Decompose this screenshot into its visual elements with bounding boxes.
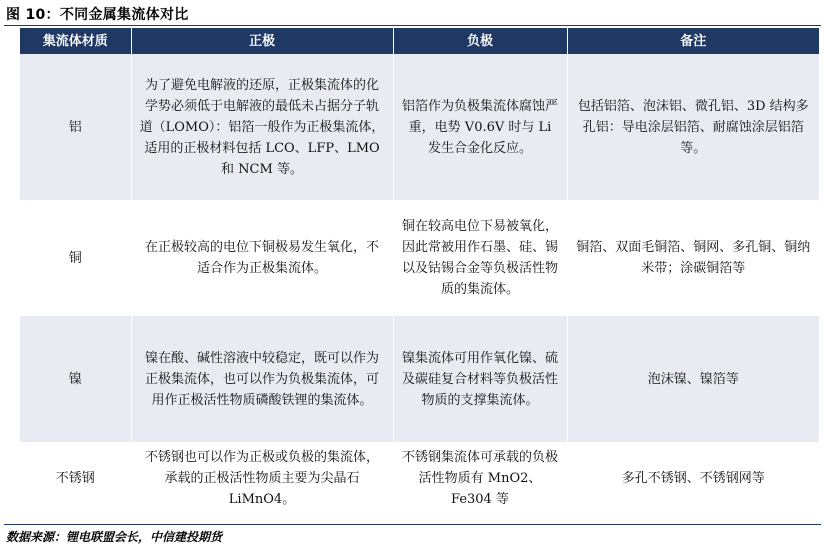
header-cathode: 正极 <box>131 28 393 54</box>
table-row <box>20 54 819 200</box>
cell-notes: 多孔不锈钢、不锈钢网等 <box>567 442 819 514</box>
figure-title: 图 10：不同金属集流体对比 <box>6 7 189 23</box>
cell-cathode: 在正极较高的电位下铜极易发生氧化，不适合作为正极集流体。 <box>131 200 393 316</box>
comparison-table <box>20 28 819 514</box>
cell-notes: 铜箔、双面毛铜箔、铜网、多孔铜、铜纳米带；涂碳铜箔等 <box>567 200 819 316</box>
cell-material: 不锈钢 <box>20 442 131 514</box>
source-note: 数据来源：锂电联盟会长，中信建投期货 <box>6 530 223 544</box>
header-anode: 负极 <box>393 28 567 54</box>
cell-anode: 不锈钢集流体可承载的负极活性物质有 MnO2、Fe304 等 <box>393 442 567 514</box>
cell-notes: 包括铝箔、泡沫铝、微孔铝、3D 结构多孔铝：导电涂层铝箔、耐腐蚀涂层铝箔等。 <box>567 54 819 200</box>
cell-cathode: 不锈钢也可以作为正极或负极的集流体，承载的正极活性物质主要为尖晶石 LiMnO4。 <box>131 442 393 514</box>
cell-notes: 泡沫镍、镍箔等 <box>567 316 819 442</box>
table-header-row <box>20 28 819 54</box>
title-divider <box>4 25 821 26</box>
cell-material: 铝 <box>20 54 131 200</box>
header-notes: 备注 <box>567 28 819 54</box>
cell-anode: 铜在较高电位下易被氧化，因此常被用作石墨、硅、锡以及钴锡合金等负极活性物质的集流体。 <box>393 200 567 316</box>
cell-cathode: 镍在酸、碱性溶液中较稳定，既可以作为正极集流体，也可以作为负极集流体，可用作正极活性物质磷酸铁锂的集流体。 <box>131 316 393 442</box>
cell-material: 铜 <box>20 200 131 316</box>
cell-material: 镍 <box>20 316 131 442</box>
cell-anode: 铝箔作为负极集流体腐蚀严重，电势 V0.6V 时与 Li 发生合金化反应。 <box>393 54 567 200</box>
table-row <box>20 442 819 514</box>
table-row <box>20 316 819 442</box>
cell-anode: 镍集流体可用作氧化镍、硫及碳硅复合材料等负极活性物质的支撑集流体。 <box>393 316 567 442</box>
table-row <box>20 200 819 316</box>
header-material: 集流体材质 <box>20 28 131 54</box>
cell-cathode: 为了避免电解液的还原，正极集流体的化学势必须低于电解液的最低未占据分子轨道（LOMO）：铝箔一般作为正极集流体，适用的正极材料包括 LCO、LFP、LMO 和 NCM 等。 <box>131 54 393 200</box>
bottom-divider <box>4 524 821 525</box>
